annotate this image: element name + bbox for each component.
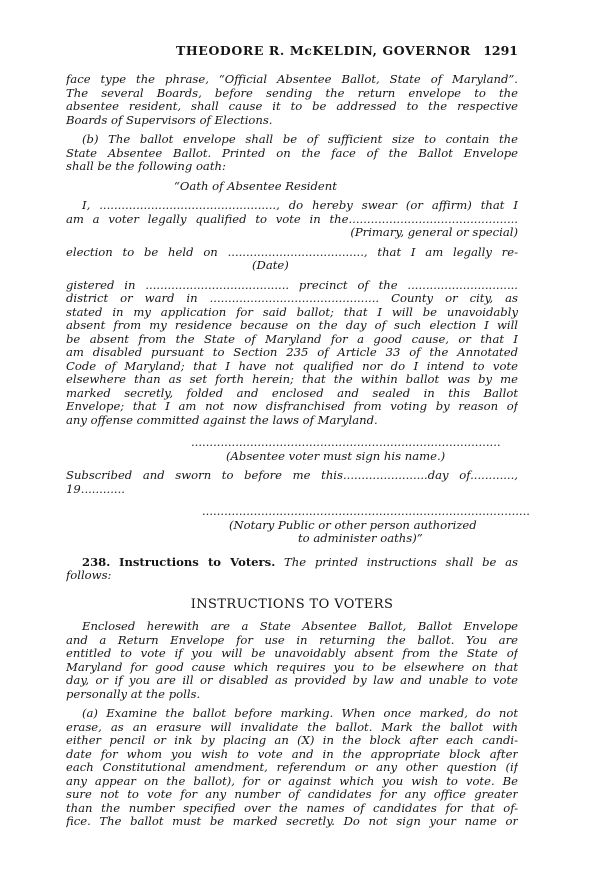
text-line: fice. The ballot must be marked secretly. Do not sign your name or [66,815,518,828]
text-line: gistered in ....................................... precinct of the .............................. [66,278,518,292]
oath-caption-date: (Date) [252,259,289,272]
text-line: Enclosed herewith are a State Absentee Ballot, Ballot Envelope [82,620,518,633]
page-body [66,73,530,829]
text-line: day, or if you are ill or disabled as provided by law and unable to vote [66,674,518,687]
section-number: 238. [82,554,111,569]
text-line: entitled to vote if you will be unavoidably absent from the State of [66,647,518,660]
subscribed-clause [66,469,518,496]
text-line: (b) The ballot envelope shall be of sufficient size to contain the [82,133,518,146]
paragraph-enclosed [66,620,518,701]
text-line: face type the phrase, “Official Absentee Ballot, State of Maryland”. [66,73,518,86]
text-line: marked secretly, folded and enclosed and sealed in this Ballot [66,386,518,400]
text-line: The several Boards, before sending the return envelope to the [66,86,518,100]
text-line: am disabled pursuant to Section 235 of Article 33 of the Annotated [66,346,518,359]
text-line: shall be the following oath: [66,160,226,173]
text-line: either pencil or ink by placing an (X) in the block after each candi- [66,734,518,747]
section-238 [66,555,518,583]
voter-signature-caption: (Absentee voter must sign his name.) [226,448,446,463]
voter-signature-block [66,436,518,463]
text-line: each Constitutional amendment, referendum or any other question (if [66,761,518,774]
text-line: personally at the polls. [66,687,201,701]
paragraph-envelope-addressing [66,73,518,127]
text-line: elsewhere than as set forth herein; that the within ballot was by me [66,373,518,386]
text-line: any appear on the ballot), for or against which you wish to vote. Be [66,774,518,788]
oath-caption-election-type: (Primary, general or special) [350,226,518,239]
oath-line-qualified: am a voter legally qualified to vote in the.............................................. [66,212,518,226]
text-line: date for whom you wish to vote and in the appropriate block after [66,747,518,761]
voter-signature-line: .................................................................................... [191,435,501,449]
paragraph-examine-ballot [66,707,518,829]
text-line: Code of Maryland; that I have not qualified nor do I intend to vote [66,359,518,373]
text-line: sure not to vote for any number of candidates for any office greater [66,788,518,801]
text-line: follows: [66,568,112,582]
text-line: 19............ [66,482,125,496]
running-header [66,43,518,59]
section-text: The printed instructions shall be as [284,554,518,569]
page-number: 1291 [483,43,518,58]
text-line: any offense committed against the laws of Maryland. [66,413,378,427]
oath-line-name: I, ................................................, do hereby swear (or affirm) that I [82,199,518,212]
oath-title: “Oath of Absentee Resident [174,179,337,193]
oath-line-election-date: election to be held on ....................................., that I am legally re- [66,245,518,259]
text-line: (a) Examine the ballot before marking. When once marked, do not [82,707,518,720]
text-line: and a Return Envelope for use in returning the ballot. You are [66,633,518,647]
notary-signature-block [66,504,530,546]
paragraph-ballot-envelope [66,133,518,174]
text-line: be absent from the State of Maryland for a good cause, or that I [66,332,518,346]
text-line: absent from my residence because on the day of such election I will [66,319,518,332]
section-238-line [66,555,518,569]
text-line: Maryland for good cause which requires you to be elsewhere on that [66,660,518,674]
text-line: absentee resident, shall cause it to be addressed to the respective [66,100,518,113]
notary-caption-cont: to administer oaths)” [298,531,423,545]
oath-text [66,199,518,427]
text-line: erase, as an erasure will invalidate the ballot. Mark the ballot with [66,720,518,734]
text-line: stated in my application for said ballot; that I will be unavoidably [66,305,518,319]
section-title: Instructions to Voters. [119,554,276,569]
text-line: Envelope; that I am not now disfranchised from voting by reason of [66,400,518,413]
text-line: Boards of Supervisors of Elections. [66,113,273,127]
text-line: than the number specified over the names of candidates for that of- [66,801,518,815]
notary-caption: (Notary Public or other person authorized [229,517,477,532]
text-line: Subscribed and sworn to before me this.......................day of............, [66,469,518,482]
text-line: State Absentee Ballot. Printed on the face of the Ballot Envelope [66,146,518,160]
instructions-heading: INSTRUCTIONS TO VOTERS [190,597,394,612]
running-header-title: THEODORE R. McKELDIN, GOVERNOR [176,43,471,58]
notary-signature-line: ......................................................................................... [202,504,530,518]
text-line: district or ward in .............................................. County or city, as [66,292,518,305]
